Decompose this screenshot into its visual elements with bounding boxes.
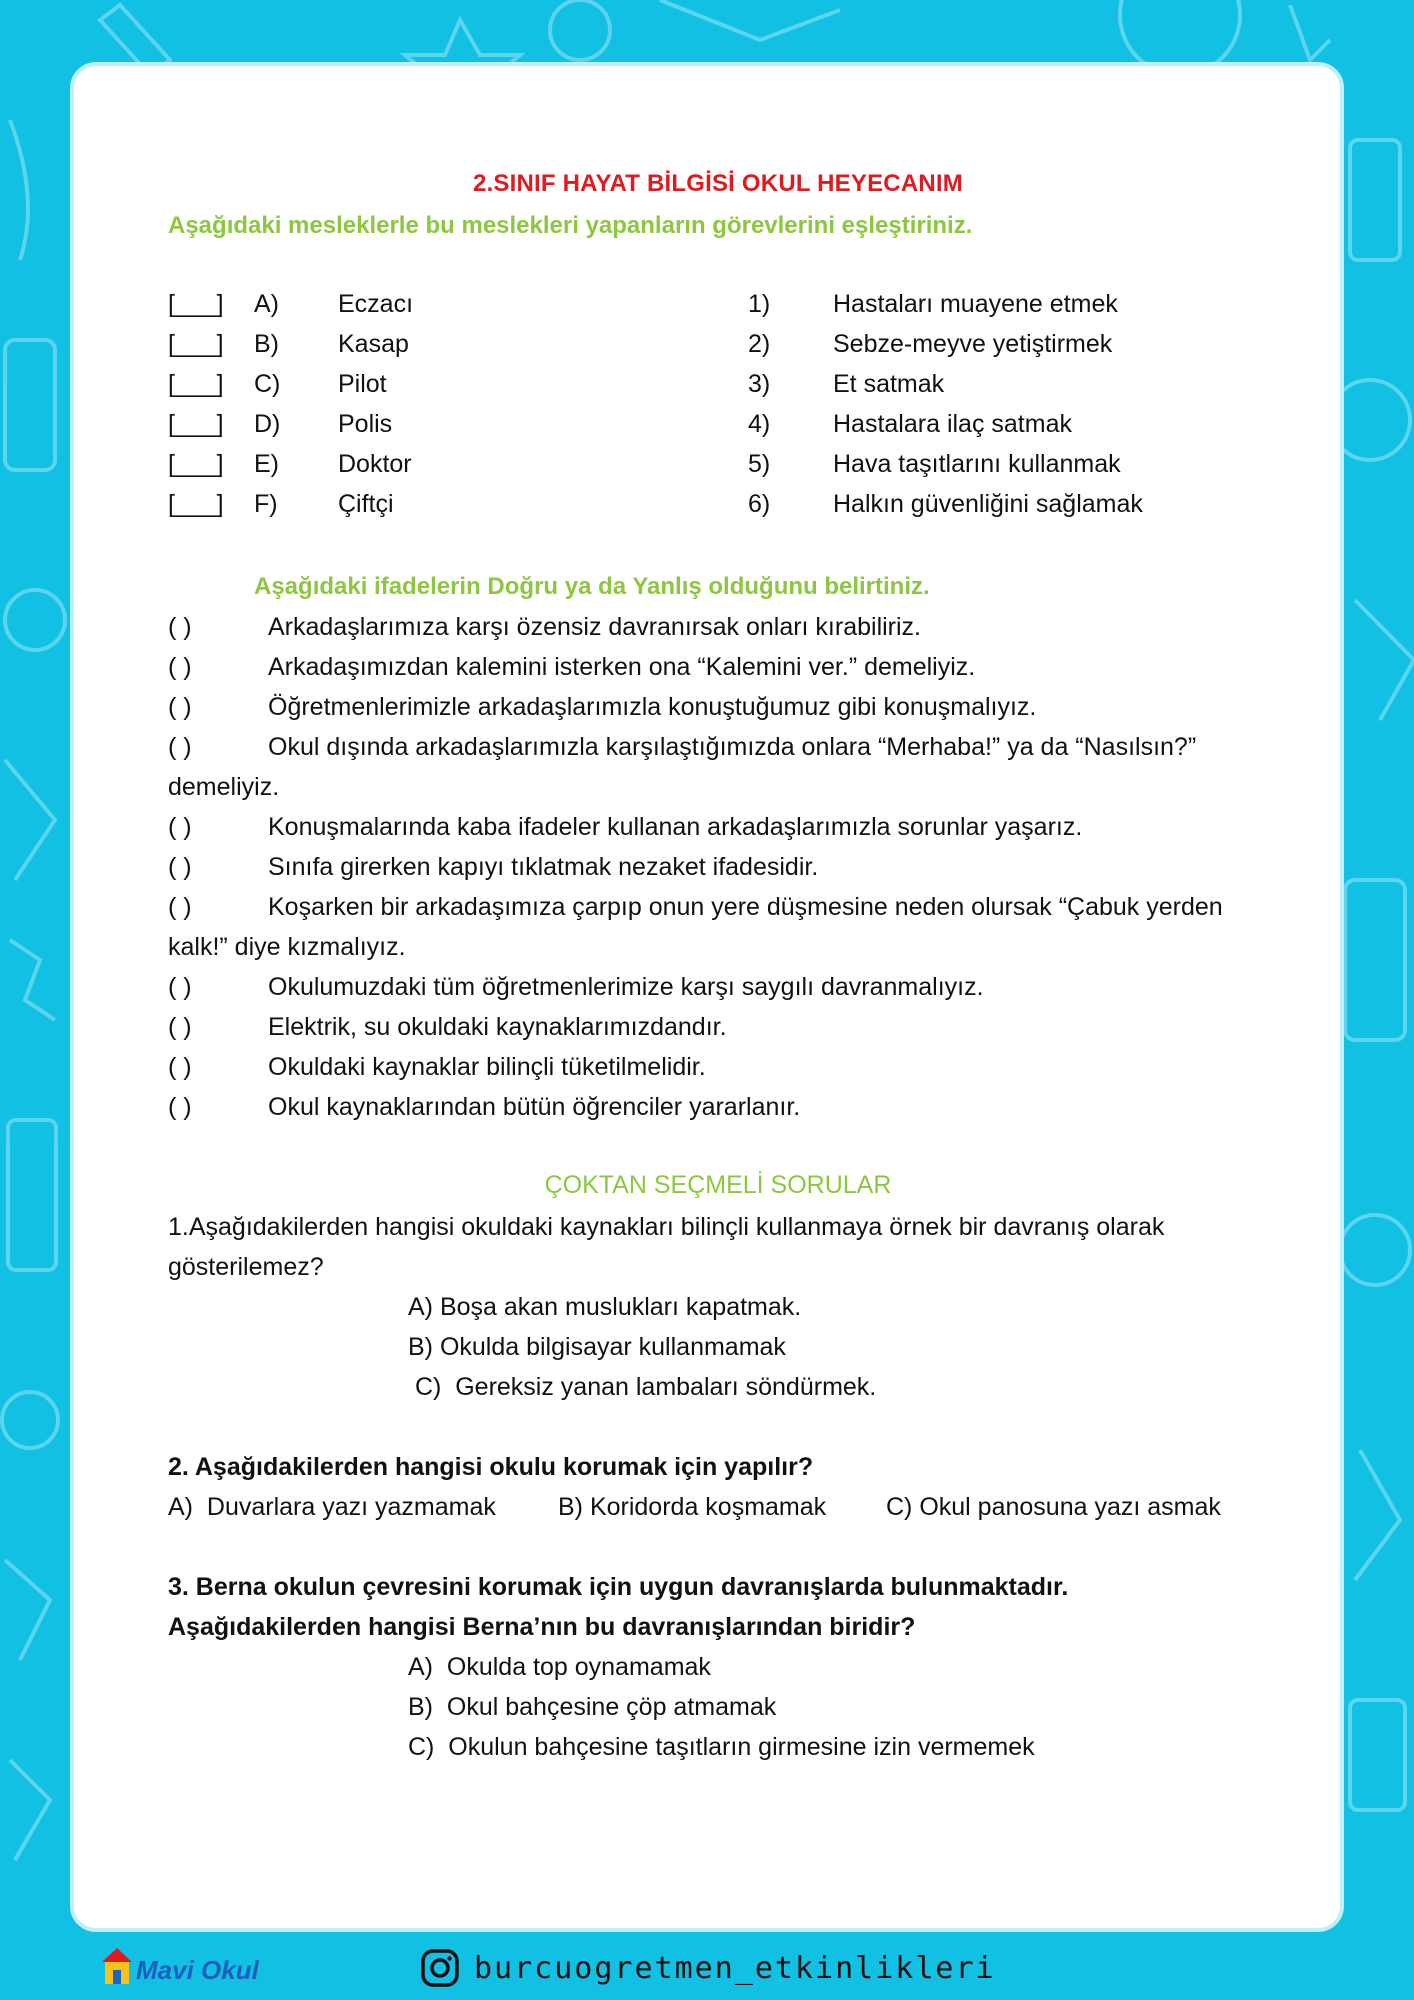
statement-text: Koşarken bir arkadaşımıza çarpıp onun yere düşmesine neden olursak “Çabuk yerden kalk!” diye kızmalıyız.	[168, 893, 1223, 961]
answer-blank[interactable]: [___]	[168, 290, 224, 318]
house-icon	[100, 1946, 134, 1986]
duty-number: 2)	[748, 330, 771, 358]
matching-row	[168, 330, 1268, 370]
job-letter: E)	[254, 450, 279, 478]
job-name: Polis	[338, 410, 393, 438]
true-false-item	[168, 1087, 1258, 1127]
question-1-option-b[interactable]: B) Okulda bilgisayar kullanmamak	[408, 1333, 786, 1361]
duty-text: Hastalara ilaç satmak	[833, 410, 1072, 438]
job-letter: F)	[254, 490, 278, 518]
answer-parens[interactable]: ( )	[168, 693, 192, 721]
answer-parens[interactable]: ( )	[168, 893, 192, 921]
mavi-okul-logo	[100, 1942, 259, 1986]
question-1-text: 1.Aşağıdakilerden hangisi okuldaki kaynakları bilinçli kullanmaya örnek bir davranış olarak gösterilemez?	[168, 1213, 1165, 1281]
statement-text: Okuldaki kaynaklar bilinçli tüketilmelidir.	[268, 1053, 706, 1081]
answer-parens[interactable]: ( )	[168, 1093, 192, 1121]
answer-parens[interactable]: ( )	[168, 853, 192, 881]
true-false-item	[168, 727, 1258, 807]
matching-row	[168, 490, 1268, 530]
multiple-choice-heading: ÇOKTAN SEÇMELİ SORULAR	[544, 1171, 892, 1199]
question-3-option-b[interactable]: B) Okul bahçesine çöp atmamak	[408, 1693, 777, 1721]
statement-text: Öğretmenlerimizle arkadaşlarımızla konuştuğumuz gibi konuşmalıyız.	[268, 693, 1037, 721]
true-false-item	[168, 807, 1258, 847]
logo-text: Mavi Okul	[136, 1955, 259, 1985]
question-1-option-a[interactable]: A) Boşa akan muslukları kapatmak.	[408, 1293, 802, 1321]
true-false-item	[168, 887, 1258, 967]
true-false-item	[168, 647, 1258, 687]
duty-number: 3)	[748, 370, 771, 398]
job-letter: A)	[254, 290, 279, 318]
duty-text: Halkın güvenliğini sağlamak	[833, 490, 1143, 518]
matching-row	[168, 370, 1268, 410]
true-false-item	[168, 847, 1258, 887]
answer-parens[interactable]: ( )	[168, 1013, 192, 1041]
answer-parens[interactable]: ( )	[168, 733, 192, 761]
job-name: Çiftçi	[338, 490, 394, 518]
job-letter: C)	[254, 370, 281, 398]
statement-text: Konuşmalarında kaba ifadeler kullanan arkadaşlarımızla sorunlar yaşarız.	[268, 813, 1083, 841]
true-false-item	[168, 607, 1258, 647]
answer-blank[interactable]: [___]	[168, 330, 224, 358]
duty-number: 1)	[748, 290, 771, 318]
duty-number: 5)	[748, 450, 771, 478]
job-letter: D)	[254, 410, 281, 438]
question-3-option-a[interactable]: A) Okulda top oynamamak	[408, 1653, 711, 1681]
instagram-credit[interactable]	[420, 1948, 996, 1988]
job-name: Doktor	[338, 450, 412, 478]
true-false-item	[168, 1047, 1258, 1087]
duty-text: Sebze-meyve yetiştirmek	[833, 330, 1113, 358]
answer-blank[interactable]: [___]	[168, 450, 224, 478]
job-name: Eczacı	[338, 290, 414, 318]
statement-text: Okulumuzdaki tüm öğretmenlerimize karşı saygılı davranmalıyız.	[268, 973, 984, 1001]
matching-row	[168, 290, 1268, 330]
statement-text: Okul dışında arkadaşlarımızla karşılaştığımızda onlara “Merhaba!” ya da “Nasılsın?” demeliyiz.	[168, 733, 1197, 801]
answer-parens[interactable]: ( )	[168, 653, 192, 681]
question-2-option-a[interactable]: A) Duvarlara yazı yazmamak	[168, 1493, 496, 1521]
instagram-handle: burcuogretmen_etkinlikleri	[474, 1950, 996, 1986]
duty-number: 4)	[748, 410, 771, 438]
job-name: Pilot	[338, 370, 387, 398]
duty-text: Et satmak	[833, 370, 945, 398]
duty-text: Hastaları muayene etmek	[833, 290, 1118, 318]
true-false-item	[168, 967, 1258, 1007]
question-2-option-b[interactable]: B) Koridorda koşmamak	[558, 1493, 827, 1521]
matching-row	[168, 450, 1268, 490]
true-false-item	[168, 687, 1258, 727]
duty-number: 6)	[748, 490, 771, 518]
true-false-item	[168, 1007, 1258, 1047]
question-1-option-c[interactable]: C) Gereksiz yanan lambaları söndürmek.	[408, 1373, 877, 1401]
answer-parens[interactable]: ( )	[168, 613, 192, 641]
question-3-line-1: 3. Berna okulun çevresini korumak için uygun davranışlarda bulunmaktadır.	[168, 1573, 1069, 1601]
answer-parens[interactable]: ( )	[168, 813, 192, 841]
duty-text: Hava taşıtlarını kullanmak	[833, 450, 1121, 478]
job-name: Kasap	[338, 330, 409, 358]
statement-text: Arkadaşlarımıza karşı özensiz davranırsak onları kırabiliriz.	[268, 613, 922, 641]
true-false-instruction: Aşağıdaki ifadelerin Doğru ya da Yanlış olduğunu belirtiniz.	[254, 573, 930, 600]
statement-text: Okul kaynaklarından bütün öğrenciler yararlanır.	[268, 1093, 801, 1121]
answer-blank[interactable]: [___]	[168, 410, 224, 438]
question-3-line-2: Aşağıdakilerden hangisi Berna’nın bu davranışlarından biridir?	[168, 1613, 916, 1641]
statement-text: Elektrik, su okuldaki kaynaklarımızdandır.	[268, 1013, 727, 1041]
page-title: 2.SINIF HAYAT BİLGİSİ OKUL HEYECANIM	[473, 170, 963, 197]
matching-instruction: Aşağıdaki mesleklerle bu meslekleri yapanların görevlerini eşleştiriniz.	[168, 212, 973, 239]
question-2-text: 2. Aşağıdakilerden hangisi okulu korumak için yapılır?	[168, 1453, 814, 1481]
question-3-option-c[interactable]: C) Okulun bahçesine taşıtların girmesine izin vermemek	[408, 1733, 1035, 1761]
matching-row	[168, 410, 1268, 450]
answer-parens[interactable]: ( )	[168, 973, 192, 1001]
answer-blank[interactable]: [___]	[168, 490, 224, 518]
question-2-option-c[interactable]: C) Okul panosuna yazı asmak	[886, 1493, 1221, 1521]
answer-blank[interactable]: [___]	[168, 370, 224, 398]
answer-parens[interactable]: ( )	[168, 1053, 192, 1081]
statement-text: Arkadaşımızdan kalemini isterken ona “Kalemini ver.” demeliyiz.	[268, 653, 976, 681]
statement-text: Sınıfa girerken kapıyı tıklatmak nezaket ifadesidir.	[268, 853, 819, 881]
job-letter: B)	[254, 330, 279, 358]
instagram-icon	[420, 1948, 460, 1988]
